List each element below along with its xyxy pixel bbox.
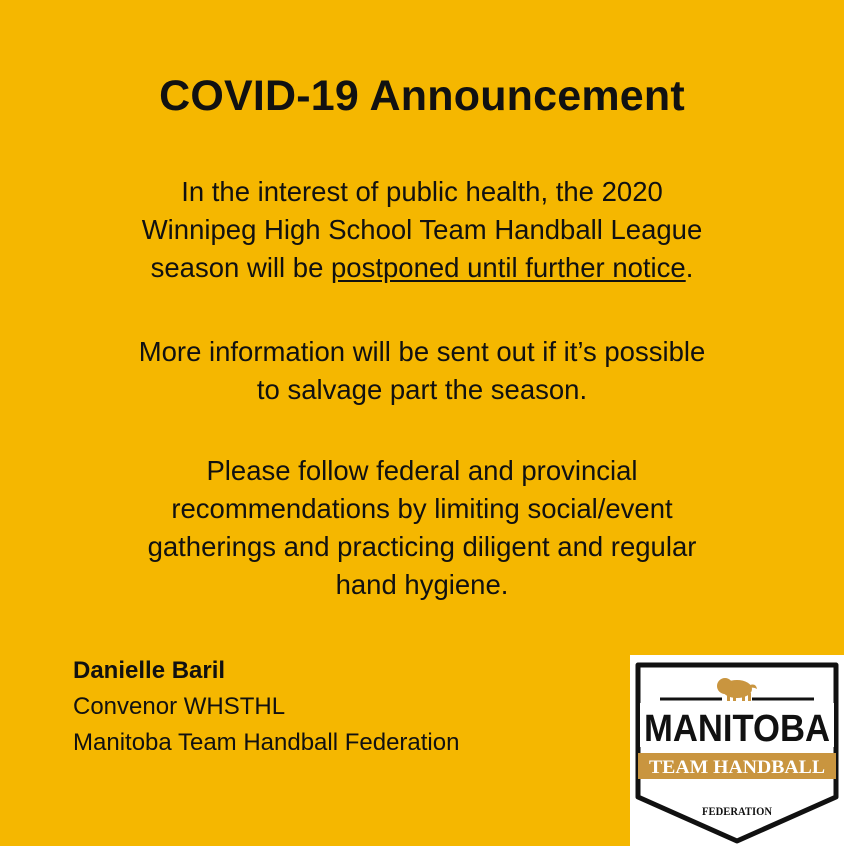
signature-name: Danielle Baril [73, 657, 226, 684]
paragraph-more-info [40, 333, 804, 409]
paragraph-hygiene [40, 452, 804, 604]
paragraph-line: gatherings and practicing diligent and regular [147, 531, 697, 562]
signature-role: Convenor WHSTHL [73, 693, 286, 720]
paragraph-line: to salvage part the season. [256, 374, 588, 405]
postponed-notice: postponed until further notice [331, 252, 686, 283]
announcement-title: COVID-19 Announcement [159, 72, 685, 120]
logo-team-handball-text: TEAM HANDBALL [649, 757, 825, 778]
paragraph-line: recommendations by limiting social/event [171, 493, 673, 524]
logo-federation-text: FEDERATION [702, 804, 773, 818]
paragraph-line: hand hygiene. [335, 569, 509, 600]
paragraph-postponement [40, 173, 804, 287]
text-span: . [685, 252, 694, 283]
logo-manitoba-text: MANITOBA [644, 708, 830, 750]
logo-graphic [630, 655, 844, 846]
signature-block [73, 653, 459, 761]
paragraph-line: In the interest of public health, the 2020 [181, 176, 663, 207]
paragraph-line: Please follow federal and provincial [206, 455, 638, 486]
signature-organization: Manitoba Team Handball Federation [73, 729, 460, 756]
paragraph-line [40, 249, 804, 287]
paragraph-line: More information will be sent out if it’s possible [138, 336, 706, 367]
federation-logo [630, 655, 844, 846]
paragraph-line: Winnipeg High School Team Handball League [141, 214, 703, 245]
text-span: season will be [150, 252, 332, 283]
